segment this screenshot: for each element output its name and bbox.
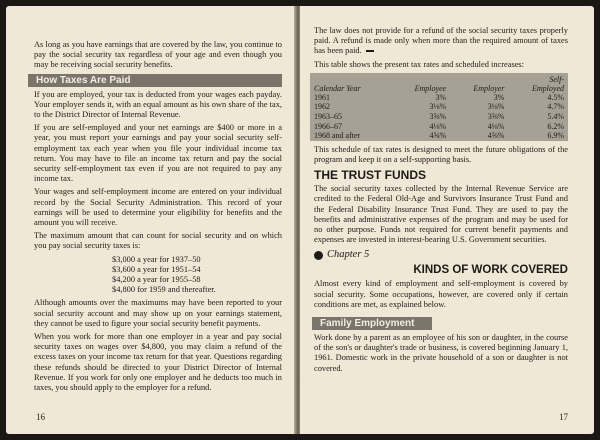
cell-employer: 4⅝% bbox=[487, 131, 505, 141]
right-page bbox=[300, 6, 594, 434]
page-number-right: 17 bbox=[559, 412, 568, 422]
cell-self-employed: 5.4% bbox=[547, 112, 564, 121]
table-row bbox=[310, 112, 568, 122]
cell-self-employed: 4.5% bbox=[547, 92, 564, 102]
maximum-paragraph: The maximum amount that can count for social security and on which you pay social security taxes is: bbox=[34, 231, 282, 251]
table-header-row bbox=[310, 84, 568, 93]
self-employed-paragraph: If you are self-employed and your net earnings are $400 or more in a year, you must report your earnings and pay your social security self-employment tax each year when you file your individual income tax return. You may have to file an income tax return and pay the social security self-employment tax even if you are not required to pay any income tax. bbox=[34, 123, 282, 184]
table-intro: This table shows the present tax rates and scheduled increases: bbox=[314, 59, 525, 69]
table-row bbox=[310, 102, 568, 112]
header-employee: Employee bbox=[414, 83, 447, 93]
cell-year: 1962 bbox=[314, 102, 330, 112]
refund-text: The law does not provide for a refund of the social security taxes properly paid. A refund is made only when more than the required amount of taxes has been paid. bbox=[314, 26, 568, 56]
chapter-title: KINDS OF WORK COVERED bbox=[413, 264, 568, 277]
cell-employee: 3% bbox=[435, 92, 447, 102]
cell-self-employed: 6.2% bbox=[547, 121, 564, 131]
kinds-paragraph: Almost every kind of employment and self-employment is covered by social security. Some occupations, however, are covered only if certain conditions are met, as explained below. bbox=[314, 279, 568, 309]
cell-employer: 4⅛% bbox=[487, 121, 505, 131]
ink-mark bbox=[366, 50, 374, 52]
record-paragraph: Your wages and self-employment income are entered on your individual record by the Social Security Administration. This record of your earnings will be used to determine your eligibility for benefits and the amount you will receive. bbox=[34, 187, 282, 228]
cell-employee: 4⅝% bbox=[429, 131, 447, 141]
page-number-left: 16 bbox=[36, 412, 45, 422]
maximum-item: $4,800 for 1959 and thereafter. bbox=[112, 285, 216, 295]
header-self-top: Self- bbox=[549, 74, 564, 84]
table-header-row-top bbox=[310, 73, 568, 84]
chapter-header bbox=[314, 249, 568, 279]
header-self-employed: Employed bbox=[532, 83, 564, 93]
cell-year: 1963–65 bbox=[314, 112, 342, 121]
chapter-label: Chapter 5 bbox=[327, 249, 370, 261]
cell-year: 1968 and after bbox=[314, 131, 361, 141]
maximum-amounts-list bbox=[112, 255, 282, 296]
how-taxes-heading: How Taxes Are Paid bbox=[28, 74, 282, 87]
cell-employer: 3⅛% bbox=[487, 102, 505, 112]
family-paragraph: Work done by a parent as an employee of his son or daughter, in the course of the son's or daughter's trade or business, is covered beginning January 1, 1961. Domestic work in the private household of a son or daughter is not covered. bbox=[314, 333, 568, 373]
schedule-paragraph: This schedule of tax rates is designed to meet the future obligations of the program and keep it on a self-supporting basis. bbox=[314, 144, 568, 164]
tax-rate-table bbox=[310, 73, 568, 141]
cell-employee: 3⅛% bbox=[429, 102, 447, 112]
maximum-item: $3,000 a year for 1937–50 bbox=[112, 254, 201, 264]
refund-claim-paragraph: When you work for more than one employer in a year and pay social security taxes on wages over $4,800, you may claim a refund of the excess taxes on your income tax return for that year. Questions regarding these refunds should be directed to your District Director of Internal Revenue. If you work for only one employer and he deducts too much in taxes, you should apply to the employer for a refund. bbox=[34, 332, 282, 393]
cell-employee: 3⅝% bbox=[429, 112, 447, 121]
table-row bbox=[310, 93, 568, 103]
bullet-icon bbox=[314, 251, 323, 260]
refund-paragraph bbox=[314, 26, 568, 57]
trust-funds-heading: THE TRUST FUNDS bbox=[314, 168, 426, 183]
cell-employee: 4⅛% bbox=[429, 121, 447, 131]
maximum-item: $3,600 a year for 1951–54 bbox=[112, 264, 201, 274]
cell-year: 1966–67 bbox=[314, 121, 342, 131]
cell-employer: 3% bbox=[493, 92, 505, 102]
left-page bbox=[6, 6, 296, 434]
cell-self-employed: 6.9% bbox=[547, 131, 564, 141]
tax-rate-table-block bbox=[310, 73, 568, 141]
employed-paragraph: If you are employed, your tax is deducted from your wages each payday. Your employer sends it, with an equal amount as his own share of the tax, to the District Director of Internal Revenue. bbox=[34, 89, 282, 120]
cell-year: 1961 bbox=[314, 92, 330, 102]
family-employment-heading: Family Employment bbox=[312, 317, 432, 330]
header-calendar-year: Calendar Year bbox=[314, 83, 361, 93]
header-employer: Employer bbox=[473, 83, 505, 93]
cell-employer: 3⅝% bbox=[487, 112, 505, 121]
maximum-item: $4,200 a year for 1955–58 bbox=[112, 275, 201, 285]
cell-self-employed: 4.7% bbox=[547, 102, 564, 112]
over-maximum-paragraph: Although amounts over the maximums may have been reported to your social security account and may show up on your earnings statement, they cannot be used to figure your social security benefit payments. bbox=[34, 298, 282, 328]
intro-paragraph: As long as you have earnings that are covered by the law, you continue to pay the social security tax regardless of your age and even though you may be receiving social security benefits. bbox=[34, 40, 282, 70]
trust-funds-paragraph: The social security taxes collected by the Internal Revenue Service are credited to the Federal Old-Age and Survivors Insurance Trust Fund and the Federal Disability Insurance Trust Fund. They are used to pay the benefits and administrative expenses of the program and may be used for no other purpose. Funds not required for current benefit payments and expenses are invested in interest-bearing U.S. Government securities. bbox=[314, 184, 568, 245]
table-row bbox=[310, 131, 568, 141]
table-row bbox=[310, 122, 568, 132]
